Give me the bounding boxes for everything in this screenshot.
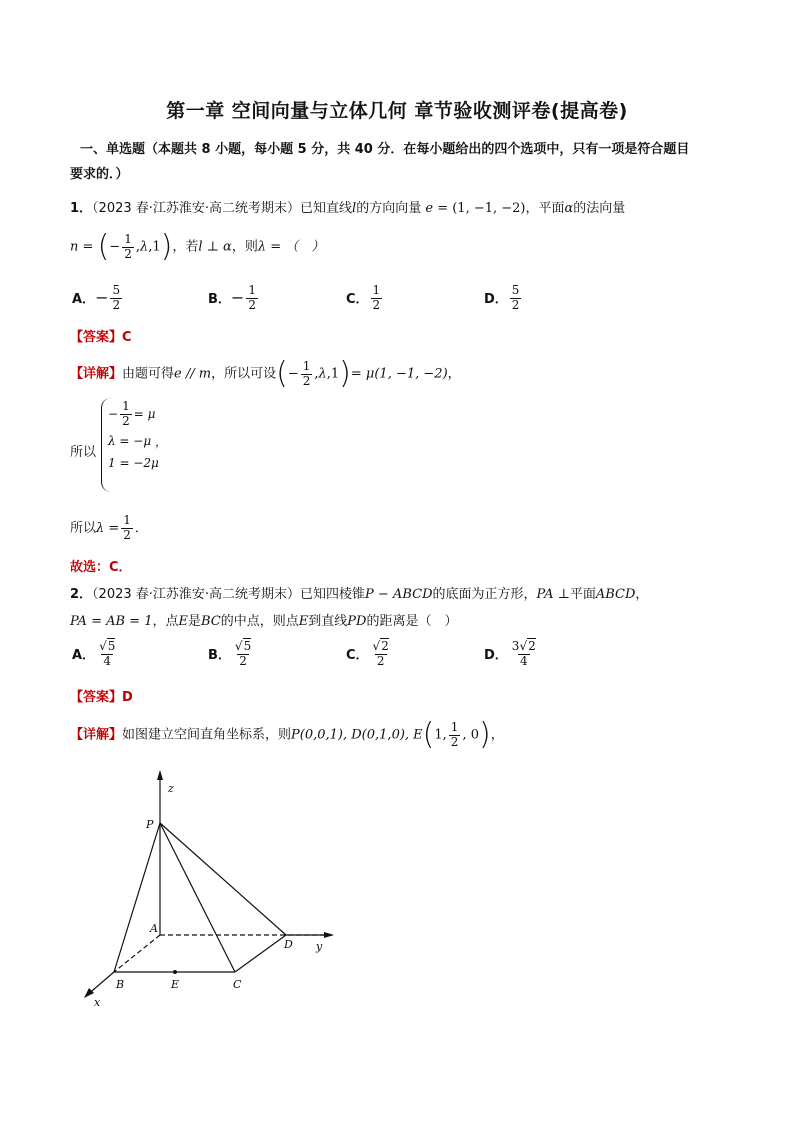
option-a[interactable]: A． $\frac{√5}{4}$ [72, 639, 116, 668]
question-number: 1． [70, 201, 93, 216]
section-heading: 一、单选题（本题共 8 小题，每小题 5 分，共 40 分．在每小题给出的四个选项中，只有一项是符合题目 [80, 142, 690, 157]
answer-value: D [122, 690, 133, 705]
option-c[interactable]: C． $\frac{√2}{2}$ [346, 639, 389, 668]
option-d[interactable]: D． $\frac{5}{2}$ [484, 283, 520, 312]
label-B: B [116, 978, 125, 991]
page-title: 第一章 空间向量与立体几何 章节验收测评卷(提高卷) [166, 100, 628, 122]
question-source: （2023 春·江苏淮安·高二统考期末）已知直线 [92, 201, 353, 216]
answer-line: 【答案】C [70, 330, 132, 345]
point-E [173, 970, 177, 974]
edge-PB [114, 823, 160, 972]
label-E: E [171, 978, 180, 991]
detail-line-1: 【详解】由题可得e // m，所以可设(− $\frac{1}{2}$ ,λ,1)= μ(1, −1, −2)， [70, 356, 461, 391]
vector-e: e [425, 201, 434, 216]
x-axis-dashed [114, 935, 160, 972]
option-d[interactable]: D． $\frac{3√2}{4}$ [484, 639, 536, 668]
section-heading-cont: 要求的．） [70, 167, 129, 182]
pyramid-figure [70, 760, 360, 1020]
detail-so-label: 所以 [70, 445, 97, 460]
z-axis-arrow [157, 770, 163, 780]
question-1-stem-line2: n = (− $\frac{1}{2}$ ,λ,1)，若l ⊥ α，则λ = （ ） [70, 229, 325, 264]
vector-n: n [70, 239, 79, 255]
detail-line: 【详解】如图建立空间直角坐标系，则P(0,0,1), D(0,1,0), E(1, $\frac{1}{2}$ , 0)， [70, 717, 504, 752]
label-x: x [94, 996, 101, 1009]
option-c[interactable]: C． $\frac{1}{2}$ [346, 283, 381, 312]
x-axis-arrow [84, 988, 94, 998]
label-y: y [316, 940, 323, 953]
y-axis-arrow [324, 932, 334, 938]
choose-line: 故选：C． [70, 560, 132, 575]
option-a[interactable]: A．− $\frac{5}{2}$ [72, 283, 121, 312]
label-D: D [284, 938, 293, 951]
question-2-stem-line2: PA = AB = 1，点E是BC的中点，则点E到直线PD的距离是（ ） [70, 614, 458, 629]
answer-line: 【答案】D [70, 690, 133, 705]
edge-PC [160, 823, 235, 972]
option-b[interactable]: B． $\frac{√5}{2}$ [208, 639, 252, 668]
option-b[interactable]: B．− $\frac{1}{2}$ [208, 283, 256, 312]
answer-value: C [122, 330, 132, 345]
edge-CD [235, 935, 286, 972]
question-1-stem: 1．（2023 春·江苏淮安·高二统考期末）已知直线l的方向向量 e = (1, −1, −2)，平面α的法向量 [70, 201, 626, 216]
question-2-stem: 2．（2023 春·江苏淮安·高二统考期末）已知四棱锥P − ABCD的底面为正方形，PA ⊥平面ABCD， [70, 587, 649, 602]
fraction: $\frac{1}{2}$ [124, 231, 132, 261]
label-A: A [150, 922, 158, 935]
edge-PD [160, 823, 286, 935]
detail-result: 所以λ = $\frac{1}{2}$ ． [70, 513, 148, 542]
label-C: C [233, 978, 242, 991]
label-z: z [168, 782, 174, 795]
equation-system: − $\frac{1}{2}$ = μ λ = −μ ， 1 = −2μ [101, 398, 178, 492]
label-P: P [146, 818, 154, 831]
